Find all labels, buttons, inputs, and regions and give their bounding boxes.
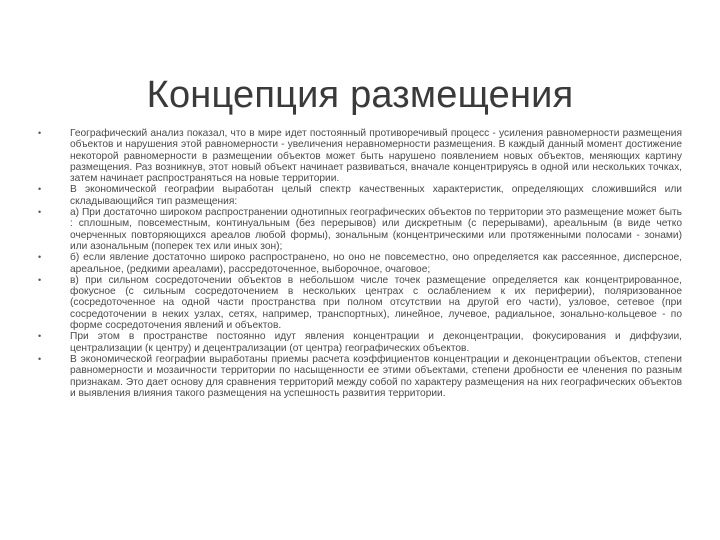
bullet-marker: • <box>38 207 42 218</box>
bullet-text: В экономической географии выработан целый спектр качественных характеристик, определяющих сложившийся или складывающийся тип размещения: <box>70 184 682 207</box>
slide-title: Концепция размещения <box>146 74 574 117</box>
bullet-item-2 <box>38 184 682 207</box>
bullet-item-1 <box>38 128 682 184</box>
bullet-item-7 <box>38 354 682 399</box>
bullet-text: б) если явление достаточно широко распространено, но оно не повсеместно, оно определяется как рассеянное, дисперсное, ареальное, (редкими ареалами), рассредоточенное, выборочное, очаговое; <box>70 252 682 275</box>
bullet-item-4 <box>38 252 682 275</box>
bullet-text: в) при сильном сосредоточении объектов в небольшом числе точек размещение определяется как концентрированное, фокусное (с сильным сосредоточением в нескольких центрах с ослаблением к их периферии), поляризованное (сосредоточенное на одной части пространства при полном отсутствии на другой его части), узловое, сетевое (при сосредоточении в неких узлах, сетях, например, транспортных), линейное, лучевое, радиальное, зонально-кольцевое - по форме сосредоточения явлений и объектов. <box>70 274 682 332</box>
bullet-list <box>38 128 682 399</box>
bullet-text: При этом в пространстве постоянно идут явления концентрации и деконцентрации, фокусирования и диффузии, централизации (к центру) и децентрализации (от центра) географических объектов. <box>70 331 682 354</box>
bullet-text: а) При достаточно широком распространении однотипных географических объектов по территории это размещение может быть : сплошным, повсеместным, континуальным (без перерывов) или дискретным (с перерывами), ареальным (в виде четко очерченных повторяющихся ареалов любой формы), зональным (концентрическими или протяженными полосами - зонами) или азональным (поперек тех или иных зон); <box>70 207 682 252</box>
bullet-marker: • <box>38 128 42 138</box>
bullet-marker: • <box>38 353 42 364</box>
bullet-marker: • <box>38 184 42 195</box>
bullet-marker: • <box>38 274 42 285</box>
bullet-item-5 <box>38 275 682 331</box>
bullet-marker: • <box>38 252 42 263</box>
bullet-item-6 <box>38 331 682 354</box>
bullet-item-3 <box>38 207 682 252</box>
bullet-marker: • <box>38 331 42 342</box>
bullet-text: В экономической географии выработаны приемы расчета коэффициентов концентрации и деконцентрации объектов, степени равномерности и мозаичности территории по насыщенности ее этими объектами, степени дробности ее членения по разным признакам. Это дает основу для сравнения территорий между собой по характеру размещения на них географических объектов и выявления влияния такого размещения на успешность развития территории. <box>70 353 682 399</box>
bullet-text: Географический анализ показал, что в мире идет постоянный противоречивый процесс - усиления равномерности размещения объектов и нарушения этой равномерности - увеличения неравномерности размещения. В каждый данный момент достижение некоторой равномерности в размещении объектов может быть нарушено появлением новых объектов, меняющих картину размещения. Раз возникнув, этот новый объект начинает развиваться, вначале концентрируясь в одной или нескольких точках, затем начинает распространяться на новые территории. <box>70 128 682 185</box>
